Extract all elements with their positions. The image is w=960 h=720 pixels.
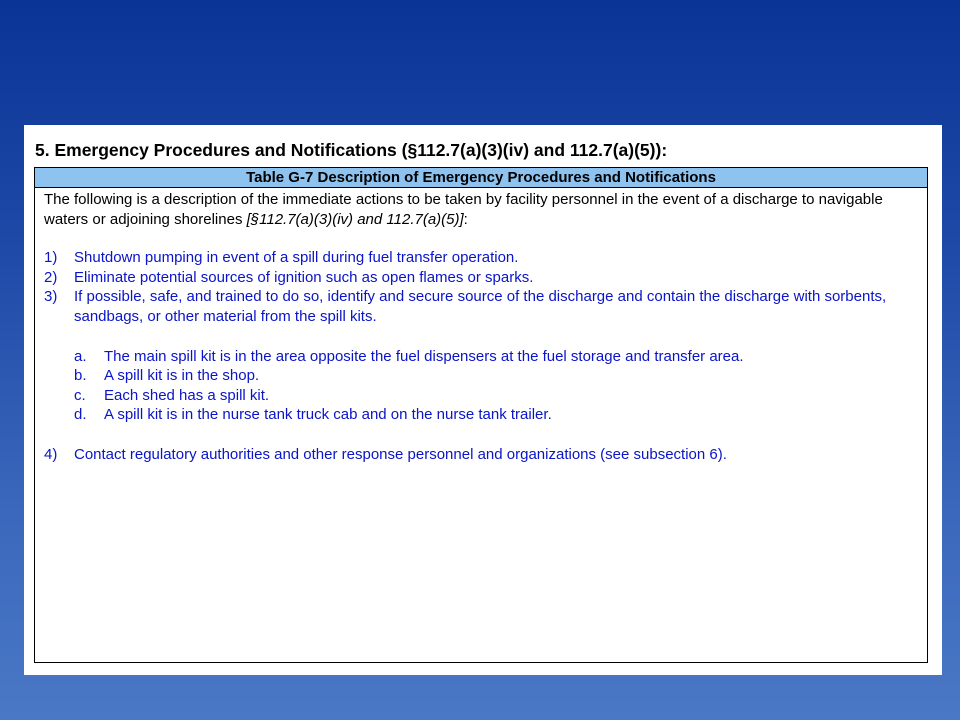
sub-item-text: A spill kit is in the nurse tank truck cab and on the nurse tank trailer. [104, 406, 552, 424]
list-item [74, 347, 918, 367]
sub-item-letter: d. [74, 406, 87, 424]
list-item [44, 287, 918, 326]
section-heading: 5. Emergency Procedures and Notifications (§112.7(a)(3)(iv) and 112.7(a)(5)): [35, 140, 668, 160]
step-text: Contact regulatory authorities and other response personnel and organizations (see subsection 6). [74, 445, 727, 463]
sub-item-letter: b. [74, 367, 87, 385]
step-number: 2) [44, 268, 58, 286]
list-item [74, 405, 918, 425]
document-page [24, 125, 942, 675]
step-number: 4) [44, 445, 58, 463]
intro-citation: [§112.7(a)(3)(iv) and 112.7(a)(5)] [246, 210, 464, 228]
intro-end: : [463, 210, 468, 228]
list-item [74, 386, 918, 406]
step-number: 3) [44, 288, 58, 306]
intro-text: The following is a description of the immediate actions to be taken by facility personnel in the event of a discharge to navigable waters or adjoining shorelines [44, 191, 883, 228]
spill-kit-locations [74, 347, 918, 425]
step-text: If possible, safe, and trained to do so, identify and secure source of the discharge and contain the discharge with sorbents, sandbags, or other material from the spill kits. [74, 288, 887, 325]
procedure-steps [44, 248, 918, 326]
table-body [35, 188, 927, 465]
list-item [74, 366, 918, 386]
list-item [44, 268, 918, 288]
step-number: 1) [44, 249, 58, 267]
sub-item-letter: c. [74, 386, 86, 404]
procedures-table [34, 167, 928, 663]
step-text: Eliminate potential sources of ignition such as open flames or sparks. [74, 268, 534, 286]
procedure-steps-continued [44, 445, 918, 465]
list-item [44, 248, 918, 268]
table-title: Table G-7 Description of Emergency Procedures and Notifications [35, 168, 927, 188]
list-item [44, 445, 918, 465]
intro-paragraph [44, 190, 918, 229]
sub-item-text: A spill kit is in the shop. [104, 367, 260, 385]
sub-item-text: Each shed has a spill kit. [104, 386, 270, 404]
sub-item-letter: a. [74, 347, 87, 365]
step-text: Shutdown pumping in event of a spill during fuel transfer operation. [74, 249, 519, 267]
sub-item-text: The main spill kit is in the area opposite the fuel dispensers at the fuel storage and transfer area. [104, 347, 744, 365]
